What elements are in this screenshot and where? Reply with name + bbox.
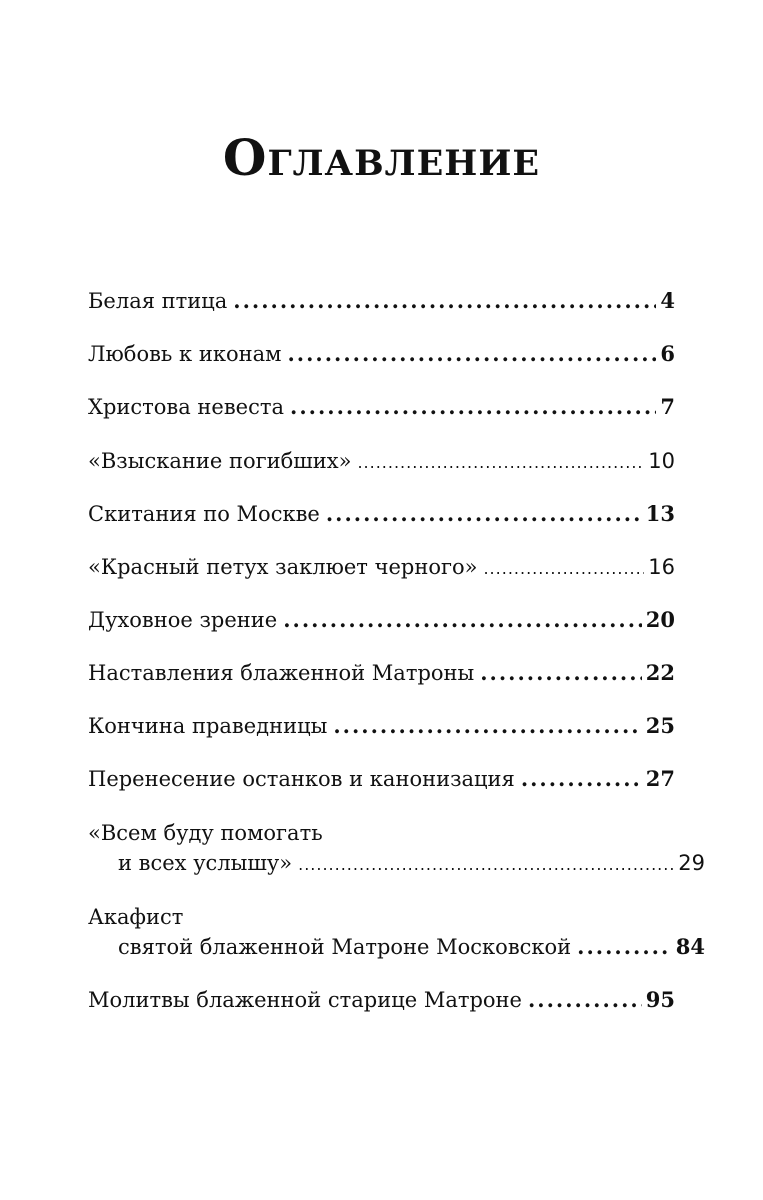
page-title: Оглавление xyxy=(222,128,541,187)
toc-entry-page: 95 xyxy=(645,987,675,1012)
toc-entry[interactable] xyxy=(88,818,705,880)
toc-entry-title-line1: «Всем буду помогать xyxy=(88,821,323,845)
toc-entry-title: «Красный петух заклюет черного» xyxy=(88,555,478,579)
toc-entry-title: Духовное зрение xyxy=(88,608,278,632)
toc-entry-title-line1: Акафист xyxy=(88,905,184,929)
toc-entry-page: 6 xyxy=(660,341,675,366)
toc-entry-page: 4 xyxy=(660,288,675,313)
toc-entry-page: 10 xyxy=(648,449,675,473)
toc-entry-title: Белая птица xyxy=(88,289,228,313)
toc-entry-page: 27 xyxy=(645,766,675,791)
toc-leader-dots xyxy=(357,448,644,478)
toc-leader-dots xyxy=(333,711,641,741)
toc-entry-title: святой блаженной Матроне Московской xyxy=(118,935,572,959)
toc-entry-title: Молитвы блаженной старице Матроне xyxy=(88,988,522,1012)
toc-entry-page: 7 xyxy=(660,394,675,419)
toc-leader-dots xyxy=(290,392,656,422)
toc-leader-dots xyxy=(287,339,656,369)
toc-leader-dots xyxy=(483,554,644,584)
toc-entry-page: 16 xyxy=(648,555,675,579)
toc-entry[interactable] xyxy=(88,339,675,369)
toc-entry-title: Перенесение останков и канонизация xyxy=(88,767,515,791)
toc-entry-title: Скитания по Москве xyxy=(88,502,320,526)
toc-entry[interactable] xyxy=(88,286,675,316)
toc-entry-page: 29 xyxy=(678,851,705,875)
toc-entry[interactable] xyxy=(88,902,705,962)
toc-leader-dots xyxy=(283,605,642,635)
toc-leader-dots xyxy=(233,286,656,316)
toc-leader-dots xyxy=(326,499,642,529)
toc-entry-page: 84 xyxy=(675,934,705,959)
toc-entry-page: 22 xyxy=(645,660,675,685)
toc-entry[interactable] xyxy=(88,552,675,584)
toc-leader-dots xyxy=(528,985,642,1015)
toc-entry[interactable] xyxy=(88,658,675,688)
toc-leader-dots xyxy=(521,764,642,794)
toc-leader-dots xyxy=(298,850,674,880)
toc-leader-dots xyxy=(480,658,642,688)
toc-entry[interactable] xyxy=(88,764,675,794)
toc-leader-dots xyxy=(577,932,672,962)
toc-entry-page: 20 xyxy=(645,607,675,632)
toc-entry[interactable] xyxy=(88,392,675,422)
toc-entry-title: Любовь к иконам xyxy=(88,342,282,366)
toc-entry-title: Наставления блаженной Матроны xyxy=(88,661,475,685)
toc-entry-title: Кончина праведницы xyxy=(88,714,328,738)
toc-entry-page: 13 xyxy=(645,501,675,526)
toc-entry[interactable] xyxy=(88,605,675,635)
toc-entry-page: 25 xyxy=(645,713,675,738)
toc-entry[interactable] xyxy=(88,711,675,741)
toc-entry-title: и всех услышу» xyxy=(118,851,293,875)
toc-entry[interactable] xyxy=(88,446,675,478)
toc-entry-title: «Взыскание погибших» xyxy=(88,449,352,473)
toc-entry-title: Христова невеста xyxy=(88,395,285,419)
toc-entry[interactable] xyxy=(88,499,675,529)
toc-entry[interactable] xyxy=(88,985,675,1015)
